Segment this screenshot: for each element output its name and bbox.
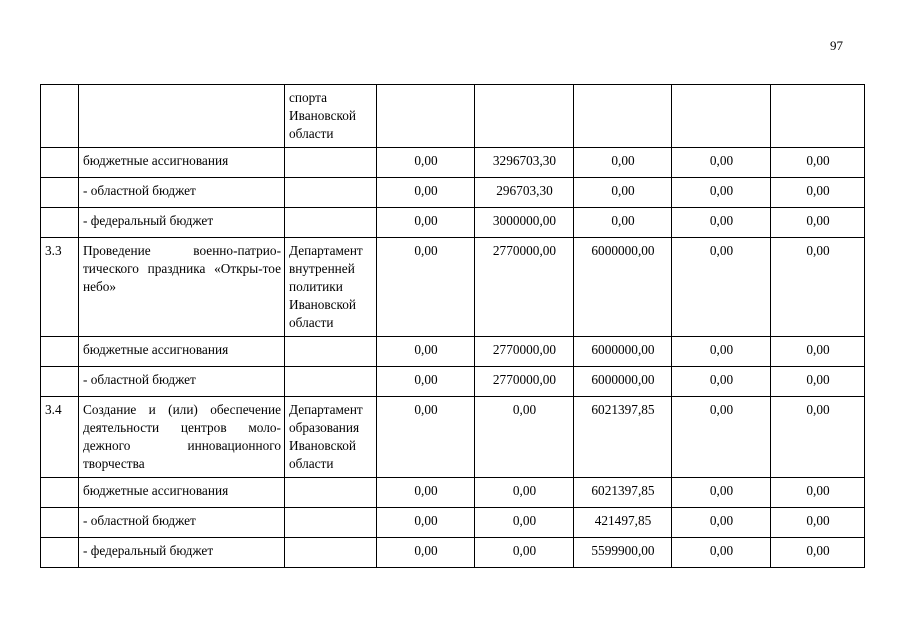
value-cell: 0,00 <box>771 238 865 337</box>
value-cell: 0,00 <box>475 397 574 478</box>
budget-table <box>40 84 865 568</box>
value-cell: 0,00 <box>672 478 771 508</box>
row-number-cell: 3.4 <box>41 397 79 478</box>
value-cell: 0,00 <box>475 478 574 508</box>
value-cell: 2770000,00 <box>475 337 574 367</box>
department-cell <box>285 337 377 367</box>
row-number-cell <box>41 538 79 568</box>
value-cell: 0,00 <box>377 178 475 208</box>
department-cell <box>285 508 377 538</box>
value-cell: 0,00 <box>771 148 865 178</box>
description-cell <box>79 85 285 148</box>
value-cell: 0,00 <box>771 538 865 568</box>
table-row <box>41 208 865 238</box>
value-cell: 0,00 <box>475 538 574 568</box>
department-cell <box>285 478 377 508</box>
value-cell: 0,00 <box>771 337 865 367</box>
value-cell <box>377 85 475 148</box>
value-cell: 421497,85 <box>574 508 672 538</box>
value-cell <box>672 85 771 148</box>
table-row <box>41 397 865 478</box>
row-number-cell <box>41 337 79 367</box>
value-cell: 6000000,00 <box>574 337 672 367</box>
department-cell: спорта Ивановской области <box>285 85 377 148</box>
value-cell: 0,00 <box>377 508 475 538</box>
value-cell: 0,00 <box>377 478 475 508</box>
row-number-cell <box>41 508 79 538</box>
value-cell: 0,00 <box>672 148 771 178</box>
department-cell <box>285 148 377 178</box>
value-cell: 0,00 <box>771 397 865 478</box>
value-cell: 296703,30 <box>475 178 574 208</box>
value-cell: 0,00 <box>672 178 771 208</box>
description-cell: Проведение военно-патрио-тического праздника «Откры-тое небо» <box>79 238 285 337</box>
value-cell: 0,00 <box>672 337 771 367</box>
table-row <box>41 337 865 367</box>
table-row <box>41 85 865 148</box>
table-row <box>41 238 865 337</box>
value-cell: 0,00 <box>672 367 771 397</box>
value-cell: 0,00 <box>377 367 475 397</box>
value-cell: 6021397,85 <box>574 478 672 508</box>
value-cell <box>475 85 574 148</box>
department-cell <box>285 538 377 568</box>
value-cell: 0,00 <box>771 178 865 208</box>
value-cell: 0,00 <box>377 397 475 478</box>
row-number-cell: 3.3 <box>41 238 79 337</box>
department-cell <box>285 208 377 238</box>
value-cell: 0,00 <box>377 337 475 367</box>
value-cell: 0,00 <box>771 508 865 538</box>
value-cell: 0,00 <box>574 208 672 238</box>
value-cell: 6021397,85 <box>574 397 672 478</box>
table-row <box>41 148 865 178</box>
value-cell: 0,00 <box>672 508 771 538</box>
value-cell <box>574 85 672 148</box>
table-row <box>41 367 865 397</box>
row-number-cell <box>41 148 79 178</box>
description-cell: - федеральный бюджет <box>79 208 285 238</box>
value-cell: 0,00 <box>771 478 865 508</box>
value-cell: 0,00 <box>574 178 672 208</box>
value-cell: 0,00 <box>771 367 865 397</box>
value-cell: 2770000,00 <box>475 238 574 337</box>
value-cell <box>771 85 865 148</box>
description-cell: - областной бюджет <box>79 367 285 397</box>
description-cell: бюджетные ассигнования <box>79 337 285 367</box>
value-cell: 0,00 <box>771 208 865 238</box>
description-cell: - федеральный бюджет <box>79 538 285 568</box>
value-cell: 0,00 <box>672 397 771 478</box>
description-cell: - областной бюджет <box>79 178 285 208</box>
value-cell: 6000000,00 <box>574 238 672 337</box>
description-cell: Создание и (или) обеспечение деятельности центров моло-дежного инновационного творчества <box>79 397 285 478</box>
row-number-cell <box>41 178 79 208</box>
value-cell: 0,00 <box>377 208 475 238</box>
row-number-cell <box>41 85 79 148</box>
value-cell: 6000000,00 <box>574 367 672 397</box>
value-cell: 0,00 <box>672 208 771 238</box>
table-row <box>41 538 865 568</box>
row-number-cell <box>41 367 79 397</box>
value-cell: 0,00 <box>574 148 672 178</box>
value-cell: 3296703,30 <box>475 148 574 178</box>
value-cell: 5599900,00 <box>574 538 672 568</box>
table-row <box>41 478 865 508</box>
table-row <box>41 178 865 208</box>
row-number-cell <box>41 478 79 508</box>
page-number: 97 <box>830 38 843 53</box>
value-cell: 0,00 <box>377 238 475 337</box>
value-cell: 0,00 <box>475 508 574 538</box>
value-cell: 3000000,00 <box>475 208 574 238</box>
description-cell: - областной бюджет <box>79 508 285 538</box>
description-cell: бюджетные ассигнования <box>79 478 285 508</box>
department-cell <box>285 367 377 397</box>
value-cell: 0,00 <box>377 538 475 568</box>
department-cell: Департамент внутренней политики Ивановской области <box>285 238 377 337</box>
department-cell <box>285 178 377 208</box>
description-cell: бюджетные ассигнования <box>79 148 285 178</box>
row-number-cell <box>41 208 79 238</box>
value-cell: 0,00 <box>377 148 475 178</box>
table-row <box>41 508 865 538</box>
department-cell: Департамент образования Ивановской области <box>285 397 377 478</box>
value-cell: 0,00 <box>672 238 771 337</box>
value-cell: 0,00 <box>672 538 771 568</box>
value-cell: 2770000,00 <box>475 367 574 397</box>
